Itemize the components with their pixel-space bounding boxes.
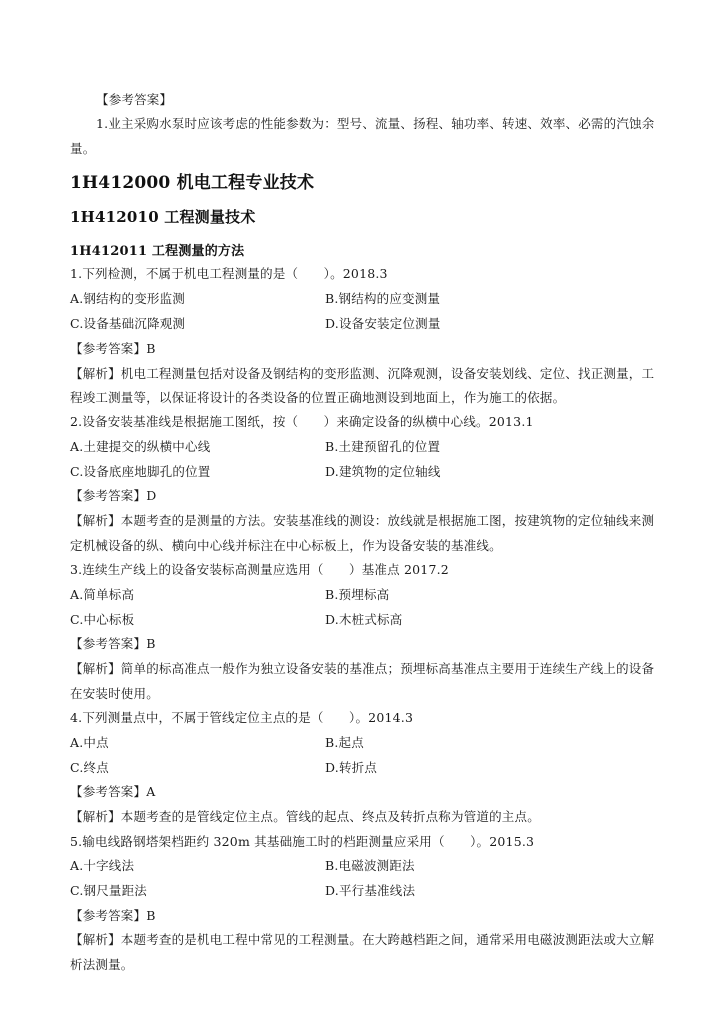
reference-answer: 【参考答案】B: [70, 636, 156, 651]
analysis-text-cont: 在安装时使用。: [70, 686, 159, 701]
question-stem: 1.下列检测，不属于机电工程测量的是（ ）。2018.3: [70, 266, 388, 281]
option-a: A.简单标高: [70, 587, 135, 602]
option-b: B.土建预留孔的位置: [325, 439, 441, 454]
analysis-text: 【解析】本题考查的是测量的方法。安装基准线的测设：放线就是根据施工图，按建筑物的定位轴线来测: [70, 513, 655, 528]
option-c: C.中心标板: [70, 612, 135, 627]
option-b: B.钢结构的应变测量: [325, 291, 441, 306]
option-b: B.电磁波测距法: [325, 858, 415, 873]
analysis-text: 【解析】机电工程测量包括对设备及钢结构的变形监测、沉降观测，设备安装划线、定位、找正测量，工: [70, 366, 655, 381]
reference-answer: 【参考答案】D: [70, 488, 157, 503]
option-a: A.中点: [70, 735, 109, 750]
option-d: D.建筑物的定位轴线: [325, 464, 441, 479]
option-d: D.设备安装定位测量: [325, 316, 441, 331]
option-c: C.钢尺量距法: [70, 883, 147, 898]
option-b: B.起点: [325, 735, 364, 750]
option-c: C.设备底座地脚孔的位置: [70, 464, 211, 479]
question-stem: 5.输电线路钢塔架档距约 320m 其基础施工时的档距测量应采用（ ）。2015.3: [70, 834, 535, 849]
option-d: D.转折点: [325, 760, 378, 775]
option-b: B.预埋标高: [325, 587, 390, 602]
analysis-text-cont: 程竣工测量等，以保证将设计的各类设备的位置正确地测设到地面上，作为施工的依据。: [70, 390, 566, 405]
option-d: D.木桩式标高: [325, 612, 403, 627]
reference-answer: 【参考答案】B: [70, 908, 156, 923]
answer-label: 【参考答案】: [96, 92, 173, 107]
option-a: A.土建提交的纵横中心线: [70, 439, 211, 454]
question-stem: 4.下列测量点中，不属于管线定位主点的是（ ）。2014.3: [70, 710, 414, 725]
answer-text: 1.业主采购水泵时应该考虑的性能参数为：型号、流量、扬程、轴功率、转速、效率、必需的汽蚀余: [96, 116, 655, 131]
analysis-text: 【解析】本题考查的是管线定位主点。管线的起点、终点及转折点称为管道的主点。: [70, 809, 540, 824]
analysis-text: 【解析】本题考查的是机电工程中常见的工程测量。在大跨越档距之间，通常采用电磁波测距法或大立解: [70, 932, 655, 947]
option-d: D.平行基准线法: [325, 883, 416, 898]
option-c: C.终点: [70, 760, 109, 775]
option-a: A.钢结构的变形监测: [70, 291, 186, 306]
section-heading-3: 1H412011 工程测量的方法: [70, 244, 245, 259]
analysis-text: 【解析】简单的标高准点一般作为独立设备安装的基准点；预埋标高基准点主要用于连续生产线上的设备: [70, 661, 655, 676]
question-stem: 3.连续生产线上的设备安装标高测量应选用（ ）基准点 2017.2: [70, 562, 449, 577]
answer-text-cont: 量。: [70, 141, 96, 156]
reference-answer: 【参考答案】B: [70, 341, 156, 356]
analysis-text-cont: 定机械设备的纵、横向中心线并标注在中心标板上，作为设备安装的基准线。: [70, 538, 502, 553]
section-heading-1: 1H412000 机电工程专业技术: [70, 173, 315, 193]
option-a: A.十字线法: [70, 858, 135, 873]
analysis-text-cont: 析法测量。: [70, 957, 134, 972]
option-c: C.设备基础沉降观测: [70, 316, 186, 331]
reference-answer: 【参考答案】A: [70, 784, 156, 799]
section-heading-2: 1H412010 工程测量技术: [70, 208, 256, 226]
question-stem: 2.设备安装基准线是根据施工图纸，按（ ）来确定设备的纵横中心线。2013.1: [70, 414, 534, 429]
